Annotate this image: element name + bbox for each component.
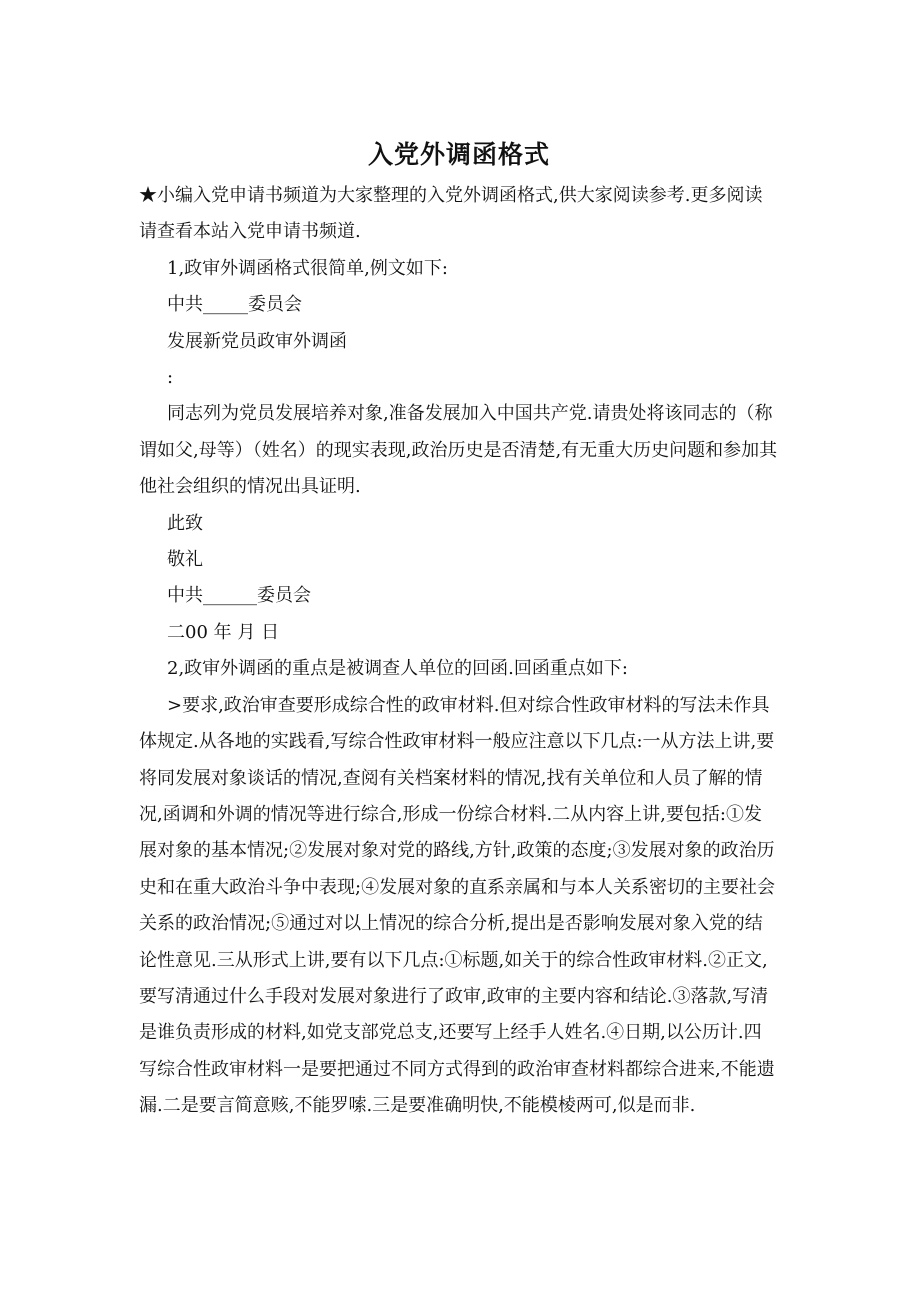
letter-body-paragraph: 同志列为党员发展培养对象,准备发展加入中国共产党.请贵处将该同志的（称谓如父,母等）（姓名）的现实表现,政治历史是否清楚,有无重大历史问题和参加其他社会组织的情况出具证明. (139, 403, 778, 498)
document-page (139, 132, 779, 1125)
salutation-colon-line: : (167, 367, 174, 389)
document-title: 入党外调函格式 (367, 140, 550, 169)
reply-focus-paragraph: 2,政审外调函的重点是被调查人单位的回函.回函重点如下: (167, 658, 628, 680)
closing-line-1: 此致 (167, 512, 203, 534)
addressee-committee-line: 中共_____委员会 (167, 294, 302, 316)
requirements-paragraph: >要求,政治审查要形成综合性的政审材料.但对综合性政审材料的写法未作具体规定.从各地的实践看,写综合性政审材料一般应注意以下几点:一从方法上讲,要将同发展对象谈话的情况,查阅有关档案材料的情况,找有关单位和人员了解的情况,函调和外调的情况等进行综合,形成一份综合材料.二从内容上讲,要包括:①发展对象的基本情况;②发展对象对党的路线,方针,政策的态度;③发展对象的政治历史和在重大政治斗争中表现;④发展对象的直系亲属和与本人关系密切的主要社会关系的政治情况;⑤通过对以上情况的综合分析,提出是否影响发展对象入党的结论性意见.三从形式上讲,要有以下几点:①标题,如关于的综合性政审材料.②正文,要写清通过什么手段对发展对象进行了政审,政审的主要内容和结论.③落款,写清是谁负责形成的材料,如党支部党总支,还要写上经手人姓名.④日期,以公历计.四写综合性政审材料一是要把通过不同方式得到的政治审查材料都综合进来,不能遗漏.二是要言简意赅,不能罗嗦.三是要准确明快,不能模棱两可,似是而非. (139, 694, 776, 1117)
document-body (139, 178, 779, 1125)
date-line: 二00 年 月 日 (167, 621, 280, 643)
signature-committee-line: 中共______委员会 (167, 585, 311, 607)
format-intro-paragraph: 1,政审外调函格式很简单,例文如下: (167, 257, 448, 279)
intro-paragraph: ★小编入党申请书频道为大家整理的入党外调函格式,供大家阅读参考.更多阅读请查看本站入党申请书频道. (139, 185, 763, 243)
closing-line-2: 敬礼 (167, 549, 203, 571)
letter-heading-line: 发展新党员政审外调函 (167, 330, 347, 352)
